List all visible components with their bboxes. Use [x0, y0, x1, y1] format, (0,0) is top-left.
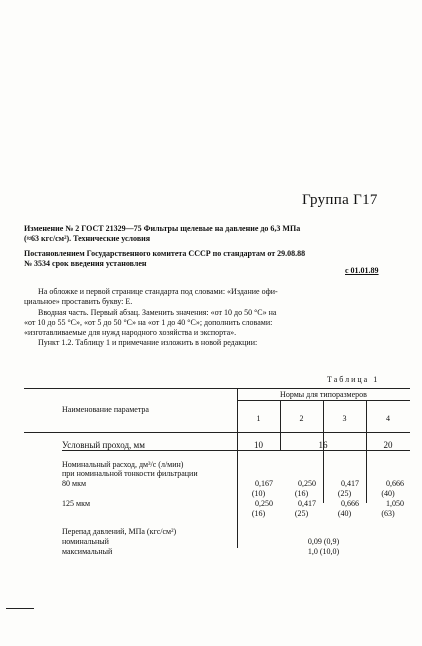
flow-80-col-1-lpm: (10)	[251, 489, 266, 498]
flow-125-col-1: 0,250	[255, 499, 273, 508]
row-flow-label-2: при номинальной тонкости фильтрации	[62, 469, 198, 478]
row-bore-col-2-3: 16	[318, 440, 328, 450]
paragraph-cover-2: циальное» проставить букву: Е.	[24, 297, 133, 306]
table-caption: Таблица 1	[327, 375, 380, 384]
row-drop-label-3: максимальный	[62, 547, 113, 556]
flow-80-col-1: 0,167	[255, 479, 273, 488]
paragraph-intro-3: «изготавливаемые для нужд народного хозяйства и экспорта».	[24, 328, 237, 337]
paragraph-intro-2: «от 10 до 55 °С», «от 5 до 50 °С» на «от 1 до 40 °С»; дополнить словами:	[24, 318, 273, 327]
row-drop-label-2: номинальный	[62, 537, 109, 546]
resolution-line2: № 3534 срок введения установлен	[24, 259, 147, 268]
header-param-name: Наименование параметра	[62, 405, 149, 414]
drop-nominal-value: 0,09 (0,9)	[307, 537, 340, 546]
header-col-1: 1	[256, 414, 261, 423]
row-flow-sub-125: 125 мкм	[62, 499, 91, 508]
paragraph-item-1-2: Пункт 1.2. Таблицу 1 и примечание изложить в новой редакции:	[38, 338, 258, 347]
table-top-rule	[24, 388, 410, 389]
drop-maximal-value: 1,0 (10,0)	[307, 547, 340, 556]
flow-125-col-4-lpm: (63)	[381, 509, 395, 518]
page-edge-mark	[6, 608, 34, 609]
flow-125-col-3: 0,666	[341, 499, 359, 508]
flow-125-col-2-lpm: (25)	[294, 509, 309, 518]
row-bore-col-4: 20	[383, 440, 393, 450]
row-drop-label-1: Перепад давлений, МПа (кгс/см²)	[62, 527, 177, 536]
row-bore-label: Условный проход, мм	[62, 440, 145, 450]
row-bore-rule	[62, 450, 410, 451]
flow-125-col-3-lpm: (40)	[337, 509, 352, 518]
effective-date: с 01.01.89	[345, 266, 379, 275]
flow-80-col-4: 0,666	[386, 479, 404, 488]
paragraph-cover-1: На обложке и первой странице стандарта под словами: «Издание офи-	[38, 287, 278, 296]
row-flow-label-1: Номинальный расход, дм³/с (л/мин)	[62, 460, 184, 469]
row-bore-col-1: 10	[254, 440, 263, 450]
flow-80-col-4-lpm: (40)	[381, 489, 395, 498]
flow-80-col-3: 0,417	[341, 479, 359, 488]
header-norms: Нормы для типоразмеров	[280, 390, 367, 399]
amendment-title-line1: Изменение № 2 ГОСТ 21329—75 Фильтры щелевые на давление до 6,3 МПа	[24, 224, 301, 233]
row-flow-sub-80: 80 мкм	[62, 479, 87, 488]
flow-80-col-2-lpm: (16)	[294, 489, 309, 498]
header-col-4: 4	[386, 414, 390, 423]
resolution-line1: Постановлением Государственного комитета СССР по стандартам от 29.08.88	[24, 249, 306, 258]
flow-125-col-1-lpm: (16)	[251, 509, 266, 518]
flow-80-col-3-lpm: (25)	[337, 489, 352, 498]
group-code: Группа Г17	[302, 192, 378, 208]
table-divider-param	[237, 388, 238, 548]
header-col-2: 2	[299, 414, 304, 423]
table-header-rule	[24, 432, 410, 433]
flow-125-col-4: 1,050	[386, 499, 404, 508]
paragraph-intro-1: Вводная часть. Первый абзац. Заменить значения: «от 10 до 50 °С» на	[38, 308, 277, 317]
flow-125-col-2: 0,417	[298, 499, 316, 508]
header-col-3: 3	[342, 414, 347, 423]
flow-80-col-2: 0,250	[298, 479, 316, 488]
amendment-title-line2: (≈63 кгс/см²). Технические условия	[24, 234, 151, 243]
